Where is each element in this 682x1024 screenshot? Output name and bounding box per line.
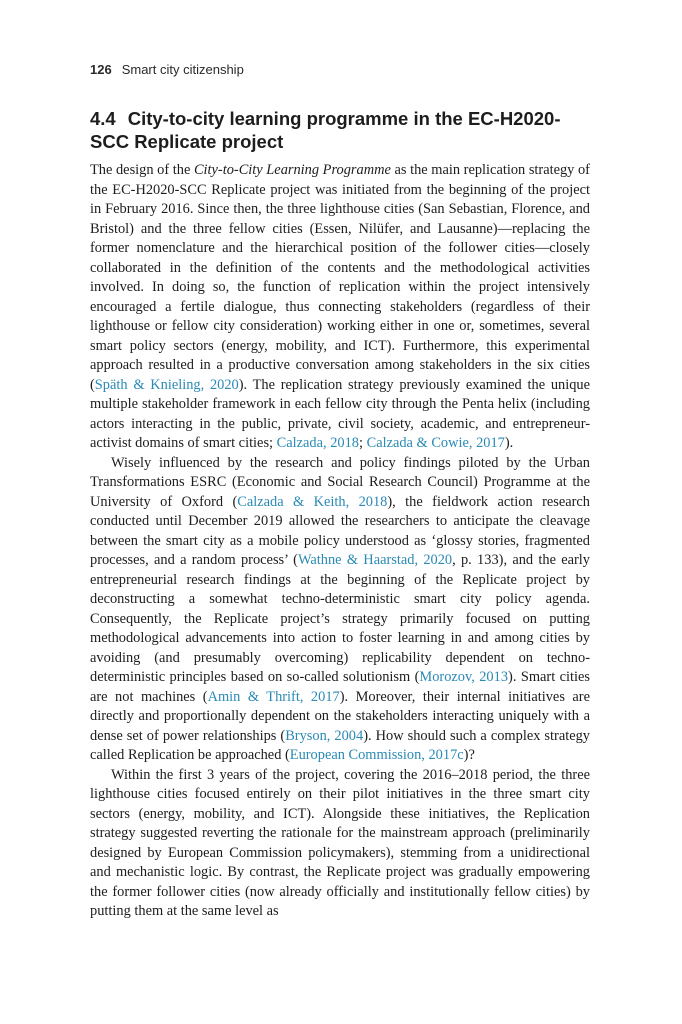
citation-link[interactable]: Morozov, 2013 xyxy=(419,669,509,685)
emphasis-text: City-to-City Learning Programme xyxy=(193,162,391,178)
text-run: as the main replication strategy of the EC-H2020-SCC Replicate project was initiated from the beginning of the project in February 2016. Since then, the three lighthouse cities (San Sebastian, Florence, and Bristol) and the three fellow cities (Essen, Nilüfer, and Lausanne)—replacing the former nomenclature and the hierarchical position of the follower cities—closely collaborated in the definition of the contents and the methodological activities involved. In doing so, the function of replication within the project intensively encouraged a fertile dialogue, thus connecting stakeholders (regardless of their lighthouse or fellow city consideration) working either in one or, sometimes, several smart policy sectors (energy, mobility, and ICT). Furthermore, this experimental approach resulted in a productive conversation among stakeholders in the six cities ( xyxy=(90,162,590,393)
citation-link[interactable]: Calzada, 2018 xyxy=(276,435,359,451)
book-page xyxy=(90,62,590,922)
text-run: Within the first 3 years of the project, covering the 2016–2018 period, the three lighthouse cities focused entirely on their pilot initiatives in the three smart city sectors (energy, mobility, and ICT). Alongside these initiatives, the Replication strategy suggested reverting the rationale for the mainstream approach (preliminarily designed by European Commission policymakers), stemming from a unidirectional and mechanistic logic. By contrast, the Replicate project was gradually empowering the former follower cities (now already officially and institutionally fellow cities) by putting them at the same level as xyxy=(90,766,590,919)
citation-link[interactable]: Wathne & Haarstad, 2020 xyxy=(297,552,453,568)
text-run: ). Smart cities are not machines ( xyxy=(90,669,590,705)
citation-link[interactable]: Amin & Thrift, 2017 xyxy=(207,688,340,705)
paragraph-1 xyxy=(90,161,590,454)
text-run: Wisely influenced by the research and policy findings piloted by the Urban Transformations ESRC (Economic and Social Research Council) Programme at the University of Oxford ( xyxy=(90,454,590,510)
paragraph-3 xyxy=(90,766,590,922)
text-run: ). The replication strategy previously examined the unique multiple stakeholder framework in each fellow city through the Penta helix (including actors interacting in the public, private, civil society, academic, and entrepreneur-activist domains of smart cities; xyxy=(90,376,590,451)
text-run: The design of the xyxy=(90,162,194,178)
text-run: ). xyxy=(504,435,514,451)
running-head xyxy=(90,62,590,77)
text-run: ; xyxy=(358,435,367,451)
text-run: ), the fieldwork action research conducted until December 2019 allowed the researchers to anticipate the cleavage between the smart city as a mobile policy understood as ‘glossy stories, fragmented processes, and a random process’ ( xyxy=(90,493,590,568)
citation-link[interactable]: Calzada & Cowie, 2017 xyxy=(366,435,505,451)
running-title: Smart city citizenship xyxy=(121,62,244,77)
text-run: ). Moreover, their internal initiatives are directly and proportionally dependent on the stakeholders interacting uniquely with a dense set of power relationships ( xyxy=(90,688,590,744)
text-run: , p. 133), and the early entrepreneurial research findings at the beginning of the Replicate project by deconstructing a somewhat techno-deterministic smart city policy agenda. Consequently, the Replicate project’s strategy primarily focused on putting methodological advancements into action to foster learning in and among cities by avoiding (and presumably overcoming) replicability dependent on techno-deterministic principles based on so-called solutionism ( xyxy=(90,552,590,685)
citation-link[interactable]: European Commission, 2017c xyxy=(289,747,464,763)
citation-link[interactable]: Bryson, 2004 xyxy=(285,727,364,744)
section-title: City-to-city learning programme in the EC-H2020-SCC Replicate project xyxy=(90,108,561,152)
text-run: ). How should such a complex strategy called Replication be approached ( xyxy=(90,727,590,763)
citation-link[interactable]: Calzada & Keith, 2018 xyxy=(237,493,388,510)
text-run: )? xyxy=(463,747,475,763)
paragraph-2 xyxy=(90,454,590,766)
page-number: 126 xyxy=(90,62,112,77)
section-number: 4.4 xyxy=(90,108,116,129)
citation-link[interactable]: Späth & Knieling, 2020 xyxy=(94,376,239,393)
section-heading xyxy=(90,107,590,153)
